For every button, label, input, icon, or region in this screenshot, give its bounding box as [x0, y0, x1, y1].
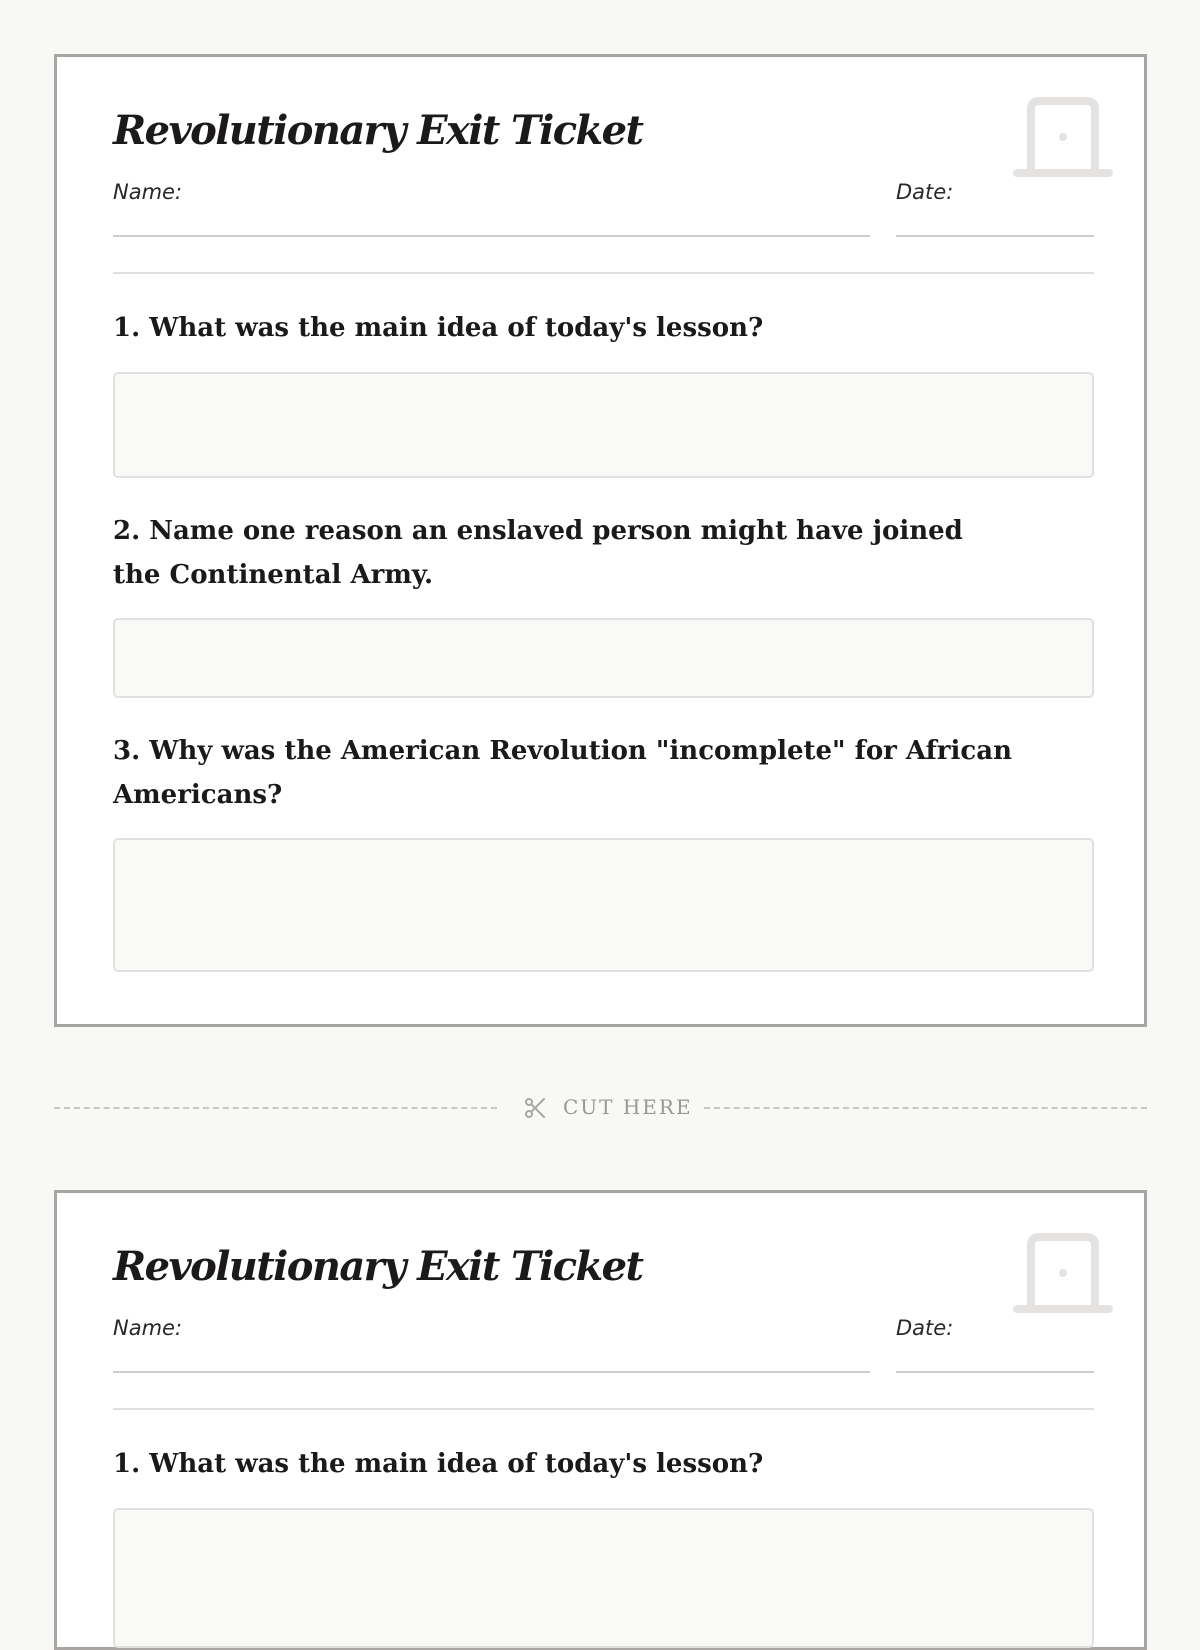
cut-line-right — [704, 1107, 1147, 1109]
answer-box-2[interactable] — [113, 618, 1094, 698]
name-field[interactable] — [113, 235, 870, 237]
header-divider — [113, 272, 1094, 274]
question-1: 1. What was the main idea of today's lesson? — [113, 313, 764, 343]
door-icon — [1013, 97, 1113, 179]
cut-here-label: CUT HERE — [563, 1095, 693, 1119]
header-divider — [113, 1408, 1094, 1410]
cut-line-left — [54, 1107, 497, 1109]
answer-box-1[interactable] — [113, 1508, 1094, 1648]
date-field[interactable] — [896, 1371, 1094, 1373]
question-2: 2. Name one reason an enslaved person might have joined the Continental Army. — [113, 516, 963, 590]
ticket-title: Revolutionary Exit Ticket — [113, 107, 643, 154]
question-1: 1. What was the main idea of today's lesson? — [113, 1449, 764, 1479]
exit-ticket-card — [54, 1190, 1147, 1650]
date-field[interactable] — [896, 235, 1094, 237]
name-label: Name: — [113, 1316, 183, 1340]
door-icon — [1013, 1233, 1113, 1315]
name-label: Name: — [113, 180, 183, 204]
exit-ticket-card — [54, 54, 1147, 1027]
date-label: Date: — [896, 1316, 954, 1340]
question-3: 3. Why was the American Revolution "incomplete" for African Americans? — [113, 736, 1012, 810]
ticket-title: Revolutionary Exit Ticket — [113, 1243, 643, 1290]
scissors-icon — [523, 1096, 547, 1120]
answer-box-1[interactable] — [113, 372, 1094, 478]
answer-box-3[interactable] — [113, 838, 1094, 972]
name-field[interactable] — [113, 1371, 870, 1373]
date-label: Date: — [896, 180, 954, 204]
